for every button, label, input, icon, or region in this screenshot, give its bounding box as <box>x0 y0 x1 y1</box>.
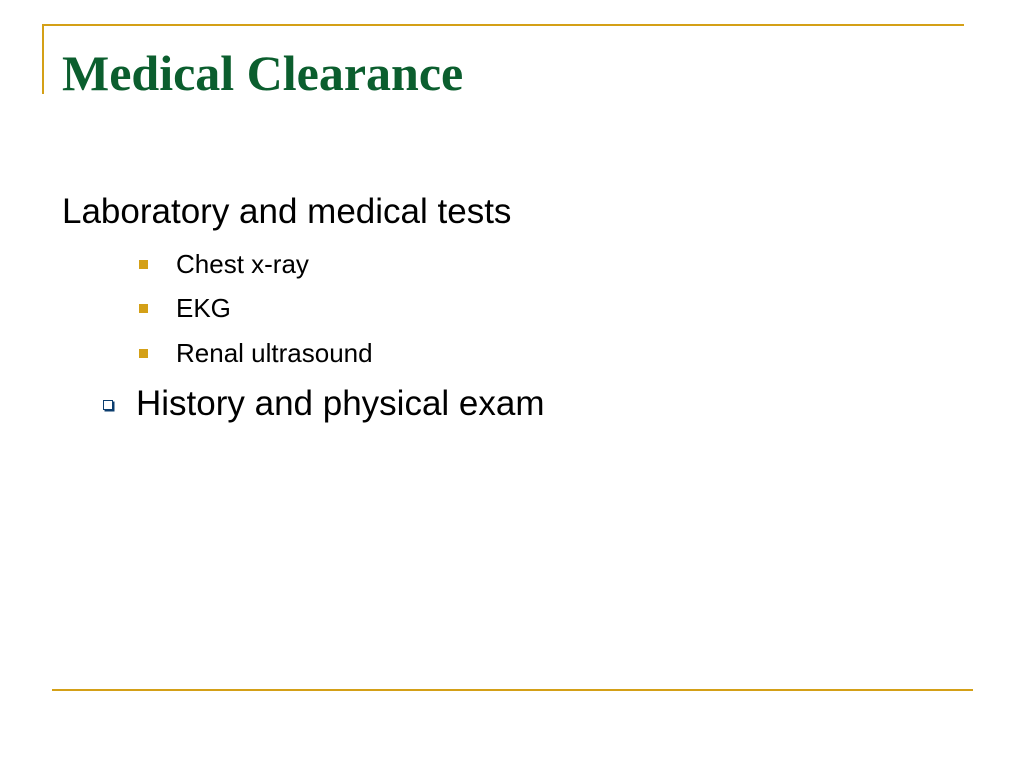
bottom-border-line <box>52 689 973 691</box>
left-border-line <box>42 24 44 94</box>
heading-item: Laboratory and medical tests <box>62 192 512 231</box>
square-bullet-icon <box>139 304 148 313</box>
top-border-line <box>42 24 964 26</box>
square-bullet-icon <box>139 349 148 358</box>
list-item-label: Chest x-ray <box>176 249 309 279</box>
slide-title: Medical Clearance <box>62 45 464 101</box>
list-item-label: Renal ultrasound <box>176 338 373 368</box>
list-item-label: EKG <box>176 293 231 323</box>
square-bullet-icon <box>139 260 148 269</box>
hollow-square-bullet-icon <box>103 400 113 410</box>
history-item-label: History and physical exam <box>136 384 545 423</box>
